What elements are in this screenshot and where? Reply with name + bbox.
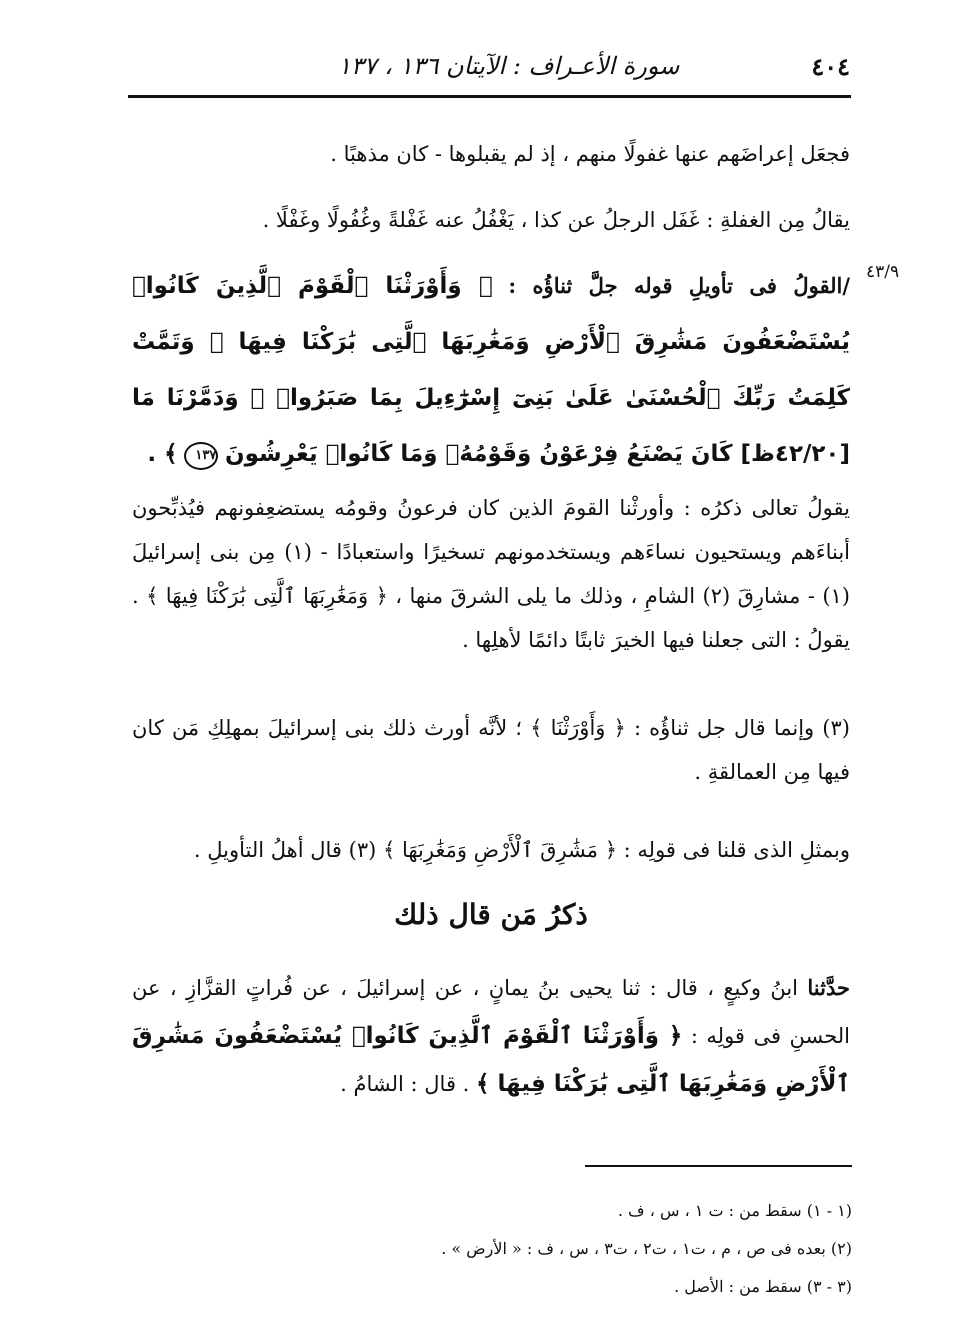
paragraph-6: وبمثلِ الذى قلنا فى قولِه : ﴿ مَشَٰرِقَ ٱلْأَرْضِ وَمَغَٰرِبَهَا ﴾ (٣) قال أهلُ التأويلِ . bbox=[193, 838, 850, 862]
verse-close: ﴾ . bbox=[147, 441, 178, 467]
footnote-1: (١ - ١) سقط من : ت ١ ، س ، ف . bbox=[617, 1201, 852, 1220]
hadith-paragraph bbox=[132, 964, 850, 1108]
verse-intro: /القولُ فى تأويلِ قوله جلَّ ثناؤُه : bbox=[508, 273, 850, 298]
hadith-end: . قال : الشامُ . bbox=[340, 1072, 470, 1096]
footnote-2: (٢) بعده فى ص ، م ، ت١ ، ت٢ ، ت٣ ، س ، ف : « الأرض » . bbox=[441, 1239, 852, 1258]
margin-reference: ٤٣/٩ bbox=[866, 262, 900, 282]
paragraph-1: فجعَل إعراضَهم عنها غفولًا منهم ، إذ لم يقبلوها - كان مذهبًا . bbox=[330, 142, 850, 166]
header-rule bbox=[128, 95, 851, 98]
paragraph-5: (٣) وإنما قال جل ثناؤُه : ﴿ وَأَوْرَثْنَا ﴾ ؛ لأنَّه أورث ذلك بنى إسرائيلَ بمهلِكِ مَن كان فيها مِن العمالقةِ . bbox=[132, 716, 850, 784]
footnotes bbox=[300, 1192, 852, 1306]
hadith-lead: حدَّثنا bbox=[807, 975, 850, 1000]
page-number: ٤٠٤ bbox=[811, 52, 850, 81]
paragraph-3-verse bbox=[132, 258, 850, 482]
footnote-rule bbox=[585, 1165, 852, 1167]
hadith-quran: ﴿ وَأَوْرَثْنَا ٱلْقَوْمَ ٱلَّذِينَ كَانُوا۟ يُسْتَضْعَفُونَ مَشَٰرِقَ ٱلْأَرْضِ وَمَغَٰرِبَهَا ٱلَّتِى بَٰرَكْنَا فِيهَا ﴾ bbox=[132, 1023, 850, 1097]
ayah-number-mark: ١٣٧ bbox=[184, 442, 218, 470]
running-title: سورة الأعـراف : الآيتان ١٣٦ ، ١٣٧ bbox=[338, 52, 680, 80]
hadith-chain: ابنُ وكيعٍ ، قال : ثنا يحيى بنُ يمانٍ ، عن إسرائيلَ ، عن فُراتٍ القزَّازِ ، عن الحسنِ فى قولِه : bbox=[132, 976, 850, 1048]
footnote-3: (٣ - ٣) سقط من : الأصل . bbox=[674, 1277, 852, 1296]
quran-verse: ﴿ وَأَوْرَثْنَا ٱلْقَوْمَ ٱلَّذِينَ كَانُوا۟ يُسْتَضْعَفُونَ مَشَٰرِقَ ٱلْأَرْضِ وَمَغَٰرِبَهَا ٱلَّتِى بَٰرَكْنَا فِيهَا ۖ وَتَمَّتْ كَلِمَتُ رَبِّكَ ٱلْحُسْنَىٰ عَلَىٰ بَنِىٓ إِسْرَٰٓءِيلَ بِمَا صَبَرُوا۟ ۖ وَدَمَّرْنَا مَا [٤٢/٢٠ظ] كَانَ يَصْنَعُ فِرْعَوْنُ وَقَوْمُهُۥ وَمَا كَانُوا۟ يَعْرِشُونَ bbox=[132, 273, 850, 467]
page-header bbox=[128, 52, 850, 92]
paragraph-2: يقالُ مِن الغفلةِ : غَفَل الرجلُ عن كذا ، يَغْفُلُ عنه غَفْلةً وغُفُولًا وغَفْلًا . bbox=[262, 208, 850, 232]
section-heading: ذكرُ مَن قال ذلك bbox=[394, 898, 588, 931]
paragraph-4: يقولُ تعالى ذكرُه : وأورثْنا القومَ الذين كان فرعونُ وقومُه يستضعِفونهم فيُذبِّحون أبناءَهم ويستحيون نساءَهم ويستخدمونهم تسخيرًا واستعبادًا - (١) مِن بنى إسرائيلَ (١) - مشارِقَ (٢) الشامِ ، وذلك ما يلى الشرقَ منها ، ﴿ وَمَغَٰرِبَهَا ٱلَّتِى بَٰرَكْنَا فِيهَا ﴾ . يقولُ : التى جعلنا فيها الخيرَ ثابتًا دائمًا لأهلِها . bbox=[132, 496, 851, 652]
